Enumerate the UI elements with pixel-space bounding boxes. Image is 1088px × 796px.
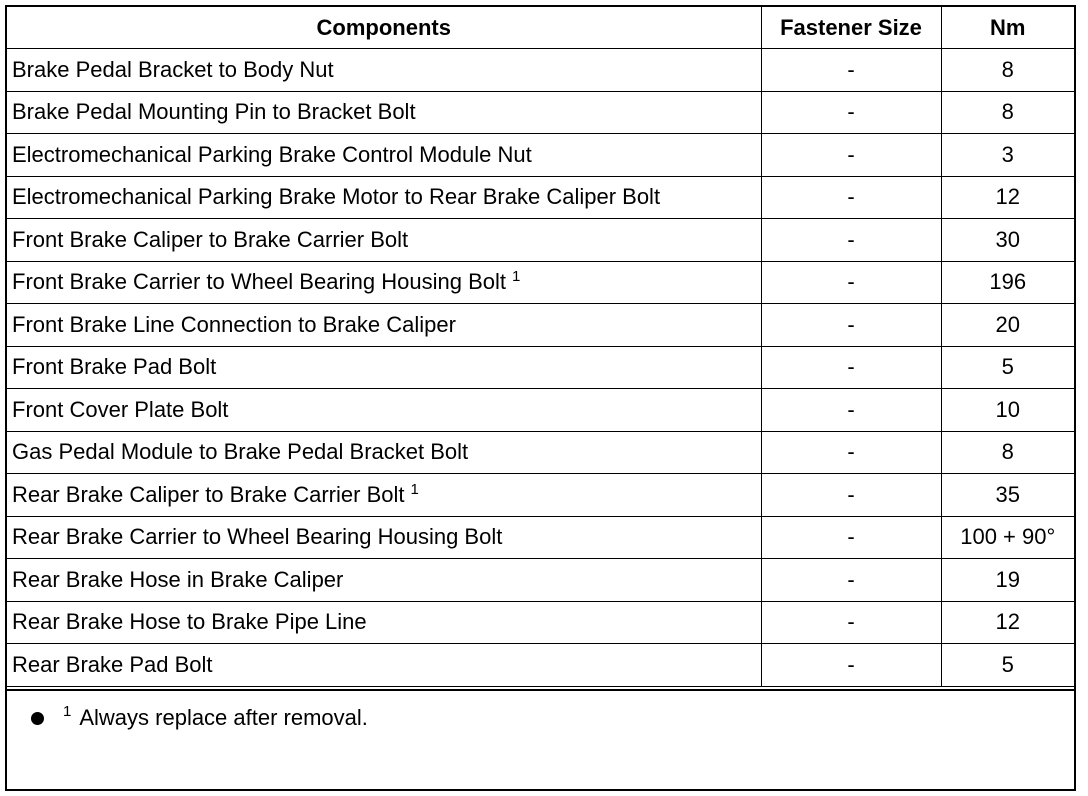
footnote-reference: 1 xyxy=(512,268,521,286)
table-row xyxy=(7,176,1074,219)
table-row xyxy=(7,346,1074,389)
header-nm: Nm xyxy=(941,7,1074,49)
component-cell xyxy=(7,644,761,687)
table-row xyxy=(7,49,1074,92)
component-name: Brake Pedal Mounting Pin to Bracket Bolt xyxy=(12,99,416,125)
footnote-line xyxy=(31,705,368,731)
torque-nm-cell: 3 xyxy=(941,134,1074,177)
table-row xyxy=(7,261,1074,304)
footnote-marker: 1 xyxy=(63,703,72,720)
component-name: Rear Brake Hose to Brake Pipe Line xyxy=(12,609,367,635)
table-row xyxy=(7,389,1074,432)
component-name: Front Brake Line Connection to Brake Caliper xyxy=(12,311,456,337)
torque-nm-cell: 5 xyxy=(941,644,1074,687)
bullet-icon xyxy=(31,712,44,725)
torque-nm-cell: 100 + 90° xyxy=(941,516,1074,559)
torque-nm-cell: 30 xyxy=(941,219,1074,262)
torque-nm-cell: 12 xyxy=(941,176,1074,219)
torque-nm-cell: 10 xyxy=(941,389,1074,432)
table-body xyxy=(7,49,1074,687)
fastener-size-cell: - xyxy=(761,474,941,517)
component-cell xyxy=(7,346,761,389)
table-row xyxy=(7,219,1074,262)
component-name: Front Brake Carrier to Wheel Bearing Housing Bolt xyxy=(12,269,506,295)
torque-nm-cell: 8 xyxy=(941,91,1074,134)
fastener-size-cell: - xyxy=(761,601,941,644)
fastener-size-cell: - xyxy=(761,261,941,304)
component-cell xyxy=(7,601,761,644)
component-cell xyxy=(7,431,761,474)
torque-nm-cell: 20 xyxy=(941,304,1074,347)
component-name: Front Brake Pad Bolt xyxy=(12,354,217,380)
table-row xyxy=(7,559,1074,602)
torque-nm-cell: 8 xyxy=(941,431,1074,474)
fastener-size-cell: - xyxy=(761,346,941,389)
component-name: Rear Brake Caliper to Brake Carrier Bolt xyxy=(12,481,405,507)
component-cell xyxy=(7,516,761,559)
fastener-size-cell: - xyxy=(761,559,941,602)
component-cell xyxy=(7,559,761,602)
fastener-size-cell: - xyxy=(761,91,941,134)
table-row xyxy=(7,431,1074,474)
torque-nm-cell: 196 xyxy=(941,261,1074,304)
fastener-size-cell: - xyxy=(761,176,941,219)
fastener-size-cell: - xyxy=(761,516,941,559)
fastener-size-cell: - xyxy=(761,134,941,177)
component-cell xyxy=(7,176,761,219)
torque-nm-cell: 5 xyxy=(941,346,1074,389)
torque-nm-cell: 8 xyxy=(941,49,1074,92)
footnote-text: Always replace after removal. xyxy=(79,705,368,730)
table-row xyxy=(7,91,1074,134)
torque-nm-cell: 35 xyxy=(941,474,1074,517)
torque-spec-table xyxy=(7,7,1074,687)
component-name: Rear Brake Carrier to Wheel Bearing Housing Bolt xyxy=(12,524,503,550)
torque-nm-cell: 12 xyxy=(941,601,1074,644)
fastener-size-cell: - xyxy=(761,644,941,687)
component-name: Electromechanical Parking Brake Motor to Rear Brake Caliper Bolt xyxy=(12,184,661,210)
component-name: Rear Brake Pad Bolt xyxy=(12,651,213,677)
component-cell xyxy=(7,389,761,432)
table-row xyxy=(7,601,1074,644)
component-name: Front Brake Caliper to Brake Carrier Bolt xyxy=(12,226,409,252)
header-components: Components xyxy=(7,7,761,49)
fastener-size-cell: - xyxy=(761,304,941,347)
component-cell xyxy=(7,304,761,347)
footnote-section xyxy=(7,689,1074,789)
component-cell xyxy=(7,49,761,92)
fastener-size-cell: - xyxy=(761,219,941,262)
fastener-size-cell: - xyxy=(761,389,941,432)
table-row xyxy=(7,134,1074,177)
component-cell xyxy=(7,91,761,134)
torque-nm-cell: 19 xyxy=(941,559,1074,602)
table-row xyxy=(7,516,1074,559)
table-row xyxy=(7,644,1074,687)
component-name: Rear Brake Hose in Brake Caliper xyxy=(12,566,344,592)
component-cell xyxy=(7,474,761,517)
fastener-size-cell: - xyxy=(761,49,941,92)
table-row xyxy=(7,304,1074,347)
table-header-row xyxy=(7,7,1074,49)
component-name: Brake Pedal Bracket to Body Nut xyxy=(12,56,334,82)
component-name: Front Cover Plate Bolt xyxy=(12,396,229,422)
component-cell xyxy=(7,261,761,304)
footnote-reference: 1 xyxy=(410,480,419,498)
component-name: Gas Pedal Module to Brake Pedal Bracket Bolt xyxy=(12,439,469,465)
fastener-size-cell: - xyxy=(761,431,941,474)
component-cell xyxy=(7,134,761,177)
header-fastener-size: Fastener Size xyxy=(761,7,941,49)
component-cell xyxy=(7,219,761,262)
component-name: Electromechanical Parking Brake Control Module Nut xyxy=(12,141,532,167)
table-row xyxy=(7,474,1074,517)
spec-table-frame xyxy=(5,5,1076,791)
